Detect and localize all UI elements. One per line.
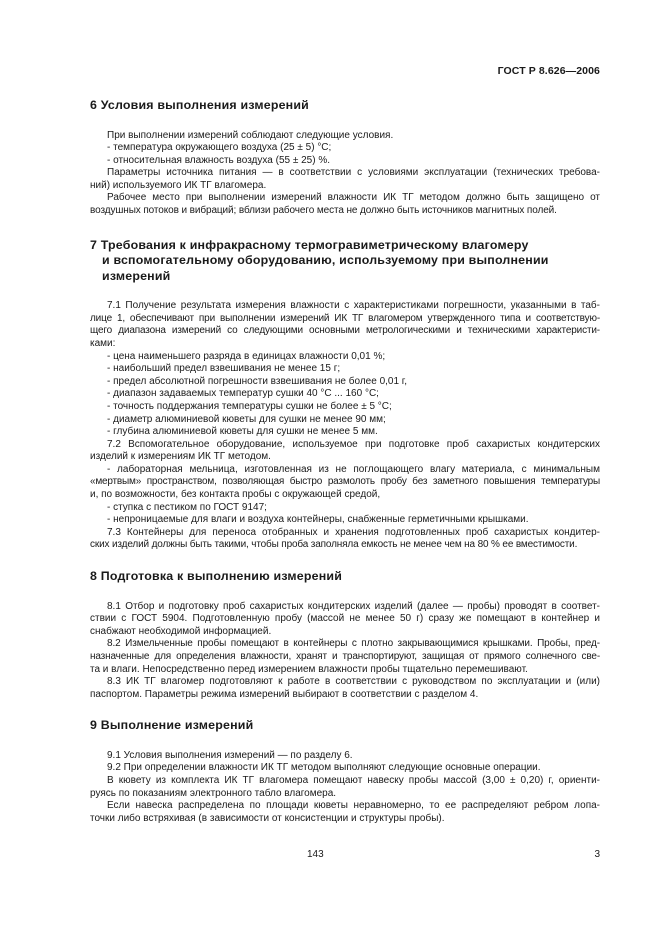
paragraph-line: щего диапазона измерений со следующими основными метрологическими и техническими характеристи- <box>90 325 600 337</box>
section-9 <box>90 718 600 825</box>
list-item: - относительная влажность воздуха (55 ± 25) %. <box>107 154 331 166</box>
section-7-title-line: 7 Требования к инфракрасному термогравиметрическому влагомеру <box>90 237 529 252</box>
section-6 <box>90 98 600 218</box>
list-item: - лабораторная мельница, изготовленная из не поглощающего влагу материала, с минимальным <box>107 463 600 475</box>
section-7-title-line: измерений <box>102 268 171 283</box>
paragraph-line: 9.1 Условия выполнения измерений — по разделу 6. <box>107 749 353 761</box>
section-8-title: 8 Подготовка к выполнению измерений <box>90 569 343 584</box>
section-6-title: 6 Условия выполнения измерений <box>90 98 309 112</box>
section-9-body <box>90 750 600 826</box>
paragraph-line: 8.2 Измельченные пробы помещают в контейнеры с плотно закрывающимися крышками. Пробы, пред- <box>107 638 600 650</box>
paragraph-line: Если навеска распределена по площади кюветы неравномерно, то ее распределяют ребром лопа- <box>107 800 600 812</box>
list-item: - глубина алюминиевой кюветы для сушки не менее 5 мм. <box>107 426 378 438</box>
paragraph-line: руясь по показаниям электронного табло влагомера. <box>90 787 337 799</box>
paragraph-line: 8.1 Отбор и подготовку проб сахаристых кондитерских изделий (далее — пробы) проводят в соответ- <box>107 600 600 612</box>
paragraph-line: Параметры источника питания — в соответствии с условиями эксплуатации (технических требова- <box>107 167 600 179</box>
paragraph-line: ских изделий должны быть такими, чтобы проба заполняла емкость не менее чем на 80 % ее вместимости. <box>90 539 578 551</box>
section-8 <box>90 569 600 701</box>
paragraph-line: 7.2 Вспомогательное оборудование, используемое при подготовке проб сахаристых кондитерских <box>107 438 600 450</box>
paragraph-line: и, по возможности, без контакта пробы с окружающей средой, <box>90 489 381 501</box>
paragraph-line: 7.3 Контейнеры для переноса отобранных и хранения подготовленных проб сахаристых кондитер- <box>107 526 600 538</box>
paragraph-line: изделий к измерениям ИК ТГ методом. <box>90 451 271 463</box>
paragraph-line: В кювету из комплекта ИК ТГ влагомера помещают навеску пробы массой (3,00 ± 0,20) г, ориенти- <box>107 774 600 786</box>
paragraph-line: ний) используемого ИК ТГ влагомера. <box>90 179 267 191</box>
paragraph-line: 8.3 ИК ТГ влагомер подготовляют к работе в соответствии с руководством по эксплуатации и (или) <box>107 676 600 688</box>
paragraph-line: лице 1, обеспечивают при выполнении измерений ИК ТГ влагомером утвержденного типа и соответствую- <box>90 312 600 324</box>
paragraph-line: «мертвым» пространством, позволяющая быстро размолоть пробу без заметного повышения температуры <box>90 476 600 488</box>
list-item: - точность поддержания температуры сушки не более ± 5 °С; <box>107 400 392 412</box>
paragraph-line: снабжают необходимой информацией. <box>90 625 272 637</box>
paragraph-line: точки либо встряхивая (в зависимости от консистенции и структуры пробы). <box>90 812 445 824</box>
list-item: - наибольший предел взвешивания не менее 15 г; <box>107 363 341 375</box>
section-7 <box>90 238 600 552</box>
section-6-body <box>90 130 600 218</box>
paragraph: При выполнении измерений соблюдают следующие условия. <box>107 129 394 141</box>
list-item: - диапазон задаваемых температур сушки 40 °С ... 160 °С; <box>107 388 379 400</box>
list-item: - диаметр алюминиевой кюветы для сушки не менее 90 мм; <box>107 413 386 425</box>
paragraph-line: 7.1 Получение результата измерения влажности с характеристиками погрешности, указанными в таб- <box>107 300 600 312</box>
list-item: - непроницаемые для влаги и воздуха контейнеры, снабженные герметичными крышками. <box>107 514 529 526</box>
paragraph-line: Рабочее место при выполнении измерений влажности ИК ТГ методом должно быть защищено от <box>107 192 600 204</box>
list-item: - температура окружающего воздуха (25 ± 5) °С; <box>107 142 332 154</box>
paragraph-line: паспортом. Параметры режима измерений выбирают в соответствии с разделом 4. <box>90 688 479 700</box>
paragraph-line: та и влаги. Непосредственно перед измерением влажности пробы тщательно перемешивают. <box>90 663 528 675</box>
paragraph-line: назначенные для определения влажности, хранят и транспортируют, защищая от прямого солнечного све- <box>90 650 600 662</box>
page-number-right: 3 <box>594 849 600 860</box>
section-9-title: 9 Выполнение измерений <box>90 718 254 733</box>
list-item: - цена наименьшего разряда в единицах влажности 0,01 %; <box>107 350 386 362</box>
list-item: - ступка с пестиком по ГОСТ 9147; <box>107 501 267 513</box>
section-7-title-line: и вспомогательному оборудованию, используемому при выполнении <box>102 253 549 268</box>
standard-header: ГОСТ Р 8.626—2006 <box>497 65 600 77</box>
document-body <box>90 98 600 825</box>
paragraph-line: ками: <box>90 337 116 349</box>
paragraph-line: ствии с ГОСТ 5904. Подготовленную пробу (массой не менее 50 г) сразу же помещают в контейнер и <box>90 613 600 625</box>
list-item: - предел абсолютной погрешности взвешивания не более 0,01 г, <box>107 375 408 387</box>
section-7-body <box>90 300 600 552</box>
paragraph-line: 9.2 При определении влажности ИК ТГ методом выполняют следующие основные операции. <box>107 762 541 774</box>
paragraph-line: воздушных потоков и вибраций; вблизи рабочего места не должно быть источников магнитных полей. <box>90 205 557 217</box>
page-number-center: 143 <box>307 849 324 860</box>
section-8-body <box>90 601 600 702</box>
